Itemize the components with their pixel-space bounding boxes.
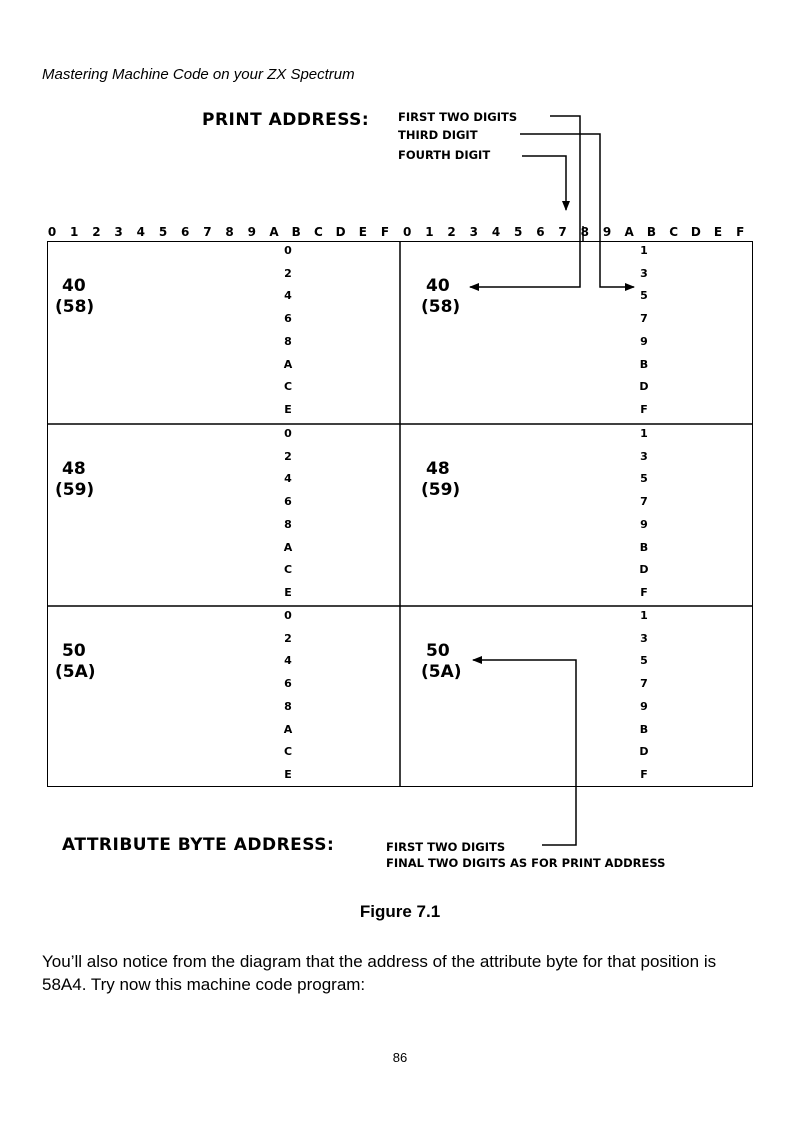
page-number: 86 bbox=[392, 1050, 408, 1065]
odd-digit: D bbox=[639, 745, 649, 759]
ruler-digit: 0 bbox=[47, 225, 57, 239]
ruler-digit: 5 bbox=[158, 225, 168, 239]
figure-caption: Figure 7.1 bbox=[359, 902, 441, 921]
print-note-fourth-digit: FOURTH DIGIT bbox=[398, 148, 491, 162]
even-digit: C bbox=[283, 745, 293, 759]
even-digit: E bbox=[284, 585, 292, 599]
ruler-digit: 1 bbox=[425, 225, 434, 239]
even-digit: 0 bbox=[284, 427, 292, 440]
ruler-digit: 4 bbox=[491, 225, 501, 239]
block-right-lo-label: (58) bbox=[421, 297, 461, 317]
even-digit: C bbox=[283, 563, 293, 577]
block-left-lo-label: (59) bbox=[55, 480, 95, 500]
ruler-digit: E bbox=[713, 225, 723, 239]
body-paragraph: You’ll also notice from the diagram that the address of the attribute byte for that position is 58A4. Try now this machine code program: bbox=[42, 952, 717, 994]
even-digit: 8 bbox=[284, 334, 292, 348]
ruler-digit: 3 bbox=[469, 225, 478, 239]
even-digit: E bbox=[284, 402, 292, 416]
even-digit: E bbox=[284, 767, 292, 781]
block-right-hi-label: 48 bbox=[426, 459, 450, 479]
even-digit: 6 bbox=[284, 312, 292, 326]
even-digit: 2 bbox=[284, 266, 292, 280]
odd-digit: D bbox=[639, 563, 649, 577]
even-digit: C bbox=[283, 380, 293, 394]
first-two-digits-arrow bbox=[470, 116, 580, 287]
attribute-arrow bbox=[473, 660, 576, 845]
block-right-hi-label: 50 bbox=[426, 641, 450, 661]
odd-digit: F bbox=[640, 402, 648, 416]
ruler-digit: 7 bbox=[558, 225, 567, 239]
odd-digit: B bbox=[639, 722, 649, 736]
ruler-digit: 8 bbox=[225, 225, 234, 239]
even-digit: A bbox=[283, 540, 293, 554]
attribute-address-title: ATTRIBUTE BYTE ADDRESS: bbox=[62, 835, 335, 855]
even-digit: 4 bbox=[284, 654, 292, 668]
fourth-digit-arrow bbox=[522, 156, 566, 210]
block-right-lo-label: (5A) bbox=[421, 662, 462, 682]
ruler-digit: 6 bbox=[536, 225, 545, 239]
ruler-digit: 8 bbox=[580, 225, 589, 239]
even-digit: 6 bbox=[284, 495, 292, 509]
even-digit: 4 bbox=[284, 472, 292, 486]
even-digit: 6 bbox=[284, 677, 292, 691]
print-note-third-digit: THIRD DIGIT bbox=[398, 128, 478, 142]
odd-digit: 7 bbox=[640, 677, 648, 691]
odd-digit: 3 bbox=[640, 266, 648, 280]
even-digit: 8 bbox=[284, 699, 292, 713]
ruler-digit: 0 bbox=[403, 225, 412, 239]
print-note-first-two-digits: FIRST TWO DIGITS bbox=[398, 110, 518, 124]
odd-digit: 1 bbox=[640, 427, 648, 440]
ruler-digit: 3 bbox=[114, 225, 123, 239]
ruler-digit: B bbox=[646, 225, 656, 239]
ruler-digit: E bbox=[358, 225, 367, 239]
block-left-hi-label: 48 bbox=[62, 459, 86, 479]
ruler-digit: C bbox=[313, 225, 323, 239]
even-digit: 0 bbox=[284, 244, 292, 257]
ruler-digit: F bbox=[736, 225, 745, 239]
even-digit: 2 bbox=[284, 631, 292, 645]
even-digit: 0 bbox=[284, 609, 292, 622]
odd-digit: 5 bbox=[640, 289, 648, 303]
block-left-hi-label: 50 bbox=[62, 641, 86, 661]
even-digit: A bbox=[283, 357, 293, 371]
block-right-hi-label: 40 bbox=[426, 276, 450, 296]
odd-digit: 3 bbox=[640, 631, 648, 645]
ruler-digit: 9 bbox=[247, 225, 256, 239]
ruler-digit: 2 bbox=[447, 225, 456, 239]
ruler-digit: A bbox=[624, 225, 634, 239]
odd-digit: 7 bbox=[640, 312, 648, 326]
odd-digit: 3 bbox=[640, 449, 648, 463]
attribute-note-first-two-digits: FIRST TWO DIGITS bbox=[386, 840, 506, 854]
odd-digit: F bbox=[640, 767, 648, 781]
even-digit: 4 bbox=[284, 289, 292, 303]
block-right-lo-label: (59) bbox=[421, 480, 461, 500]
odd-digit: B bbox=[639, 540, 649, 554]
ruler-digit: A bbox=[269, 225, 279, 239]
odd-digit: 1 bbox=[640, 609, 648, 622]
attribute-note-final-two-digits: FINAL TWO DIGITS AS FOR PRINT ADDRESS bbox=[386, 856, 666, 870]
odd-digit: F bbox=[640, 585, 648, 599]
odd-digit: 7 bbox=[640, 495, 648, 509]
odd-digit: 5 bbox=[640, 472, 648, 486]
even-digit: 8 bbox=[284, 517, 292, 531]
third-digit-arrow bbox=[520, 134, 634, 287]
odd-digit: D bbox=[639, 380, 649, 394]
ruler-digit: F bbox=[380, 225, 390, 239]
ruler-digit: 9 bbox=[602, 225, 612, 239]
ruler-digit: 7 bbox=[203, 225, 212, 239]
odd-digit: 9 bbox=[640, 334, 648, 348]
odd-digit: 5 bbox=[640, 654, 648, 668]
ruler-digit: 1 bbox=[70, 225, 79, 239]
ruler-digit: 2 bbox=[92, 225, 101, 239]
odd-digit: 1 bbox=[640, 244, 648, 257]
block-left-lo-label: (5A) bbox=[55, 662, 96, 682]
odd-digit: B bbox=[639, 357, 649, 371]
ruler-digit: B bbox=[291, 225, 301, 239]
ruler-digit: 6 bbox=[181, 225, 190, 239]
even-digit: 2 bbox=[284, 449, 292, 463]
ruler-digit: 4 bbox=[136, 225, 145, 239]
ruler-digit: C bbox=[669, 225, 678, 239]
block-left-hi-label: 40 bbox=[62, 276, 86, 296]
block-left-lo-label: (58) bbox=[55, 297, 95, 317]
print-address-title: PRINT ADDRESS: bbox=[202, 110, 370, 130]
odd-digit: 9 bbox=[640, 517, 648, 531]
even-digit: A bbox=[283, 722, 293, 736]
odd-digit: 9 bbox=[640, 699, 648, 713]
running-header: Mastering Machine Code on your ZX Spectrum bbox=[42, 66, 355, 83]
ruler-digit: D bbox=[335, 225, 346, 239]
ruler-digit: 5 bbox=[514, 225, 523, 239]
ruler-digit: D bbox=[690, 225, 701, 239]
